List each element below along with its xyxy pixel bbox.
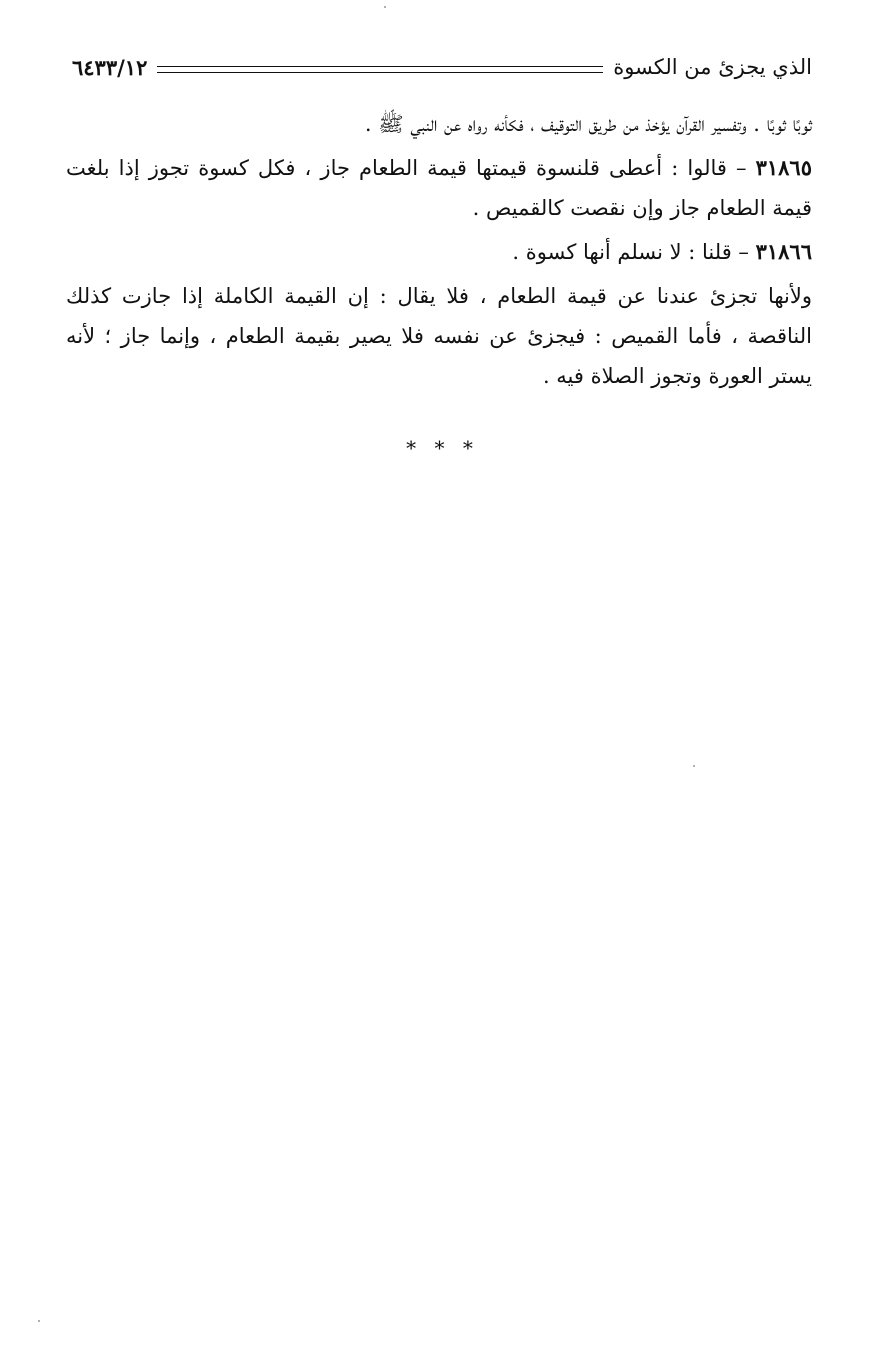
paragraph-2	[66, 148, 812, 228]
issue-number: ٣١٨٦٥	[755, 155, 812, 180]
issue-number: ٣١٨٦٦	[755, 239, 812, 264]
main-text	[66, 104, 812, 400]
header-rule	[157, 66, 603, 73]
scan-speck	[384, 6, 386, 8]
paragraph-3-text: – قلنا : لا نسلم أنها كسوة .	[512, 240, 756, 264]
header-title: الذي يجزئ من الكسوة	[613, 55, 812, 79]
scan-speck	[38, 1320, 40, 1322]
paragraph-4: ولأنها تجزئ عندنا عن قيمة الطعام ، فلا يقال : إن القيمة الكاملة إذا جازت كذلك الناقصة ، فأما القميص : فيجزئ عن نفسه فلا يصير بقيمة الطعام ، وإنما جاز ؛ لأنه يستر العورة وتجوز الصلاة فيه .	[66, 284, 812, 388]
paragraph-3	[66, 232, 812, 272]
paragraph-1: ثوبًا ثوبًا . وتفسير القرآن يؤخذ من طريق التوقيف ، فكأنه رواه عن النبي ﷺ .	[364, 112, 812, 136]
scan-speck	[693, 765, 695, 767]
section-separator: * * *	[406, 436, 479, 460]
page-number: ٦٤٣٣/١٢	[72, 54, 148, 80]
paragraph-2-text: – قالوا : أعطى قلنسوة قيمتها قيمة الطعام جاز ، فكل كسوة تجوز إذا بلغت قيمة الطعام جاز وإن نقصت كالقميص .	[66, 156, 812, 220]
running-header	[72, 50, 812, 84]
